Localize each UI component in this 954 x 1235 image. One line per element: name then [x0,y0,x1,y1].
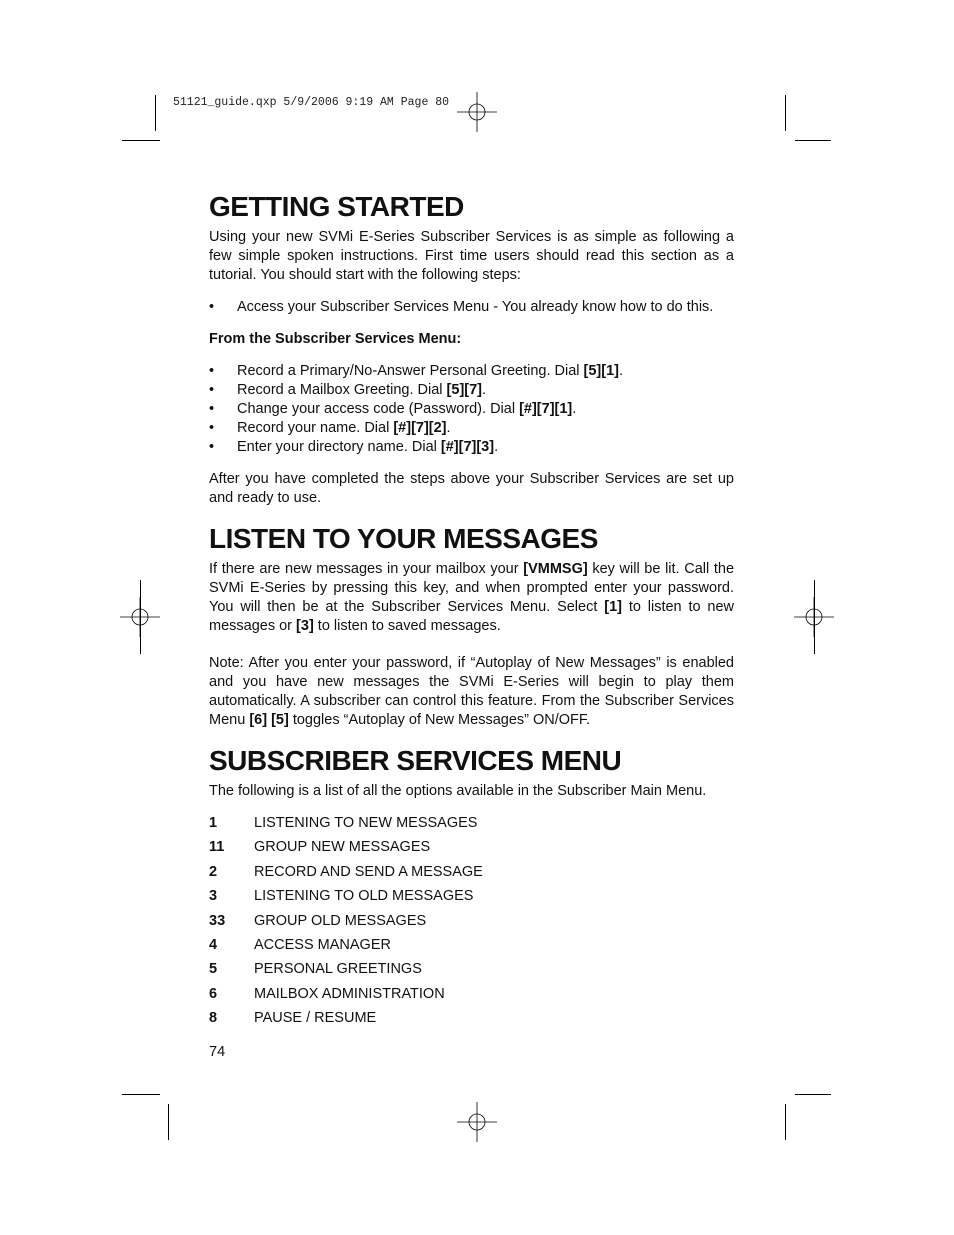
page-number: 74 [209,1044,226,1060]
dial-code: [#][7][1] [519,401,573,417]
crop-mark [785,1104,786,1140]
menu-number: 4 [209,936,218,953]
menu-label: ACCESS MANAGER [254,936,391,953]
list-item: • Record a Mailbox Greeting. Dial [5][7]. [209,382,487,398]
dial-code: [5][1] [583,363,619,379]
getting-started-bullets [209,298,734,317]
menu-intro: The following is a list of all the options available in the Subscriber Main Menu. [209,783,707,799]
list-item [209,887,734,911]
key-code: [3] [296,618,314,634]
key-code: [6] [5] [249,712,289,728]
list-item [209,912,734,936]
list-item [209,936,734,960]
crop-mark [168,1104,169,1140]
menu-label: LISTENING TO NEW MESSAGES [254,815,478,831]
section-title-listen: LISTEN TO YOUR MESSAGES [209,523,598,554]
menu-number: 6 [209,985,218,1002]
list-item [209,814,734,838]
menu-label: RECORD AND SEND A MESSAGE [254,863,483,880]
menu-number: 8 [209,1010,218,1027]
bullet-icon: • [209,439,215,455]
section-title-getting-started: GETTING STARTED [209,191,464,222]
key-code: [VMMSG] [523,561,588,577]
print-slug: 51121_guide.qxp 5/9/2006 9:19 AM Page 80 [173,96,450,109]
key-code: [1] [604,599,622,615]
bullet-icon: • [209,382,215,398]
menu-number: 3 [209,888,218,905]
crop-mark [155,95,156,131]
bullet-icon: • [209,420,215,436]
bullet-icon: • [209,401,215,417]
crop-mark [795,140,831,141]
crop-mark [122,1094,160,1095]
menu-label: MAILBOX ADMINISTRATION [254,985,445,1002]
dial-code: [#][7][2] [393,420,447,436]
registration-mark-icon [457,92,497,132]
list-item [209,1009,734,1033]
getting-started-after: After you have completed the steps above your Subscriber Services are set up and ready to use. [209,471,734,506]
dial-code: [5][7] [446,382,482,398]
section-title-menu: SUBSCRIBER SERVICES MENU [209,745,622,776]
menu-label: GROUP OLD MESSAGES [254,912,427,929]
menu-label: PAUSE / RESUME [254,1010,377,1027]
menu-label: LISTENING TO OLD MESSAGES [254,888,474,905]
crop-mark [785,95,786,131]
menu-label: PERSONAL GREETINGS [254,961,422,978]
menu-number: 1 [209,815,218,831]
subsection-heading: From the Subscriber Services Menu: [209,331,462,347]
bullet-icon: • [209,363,215,379]
dial-code: [#][7][3] [440,439,495,455]
menu-label: GROUP NEW MESSAGES [254,839,431,856]
setup-steps-list [209,362,734,457]
list-item [209,838,734,862]
crop-mark [122,140,160,141]
menu-number: 33 [209,912,226,929]
menu-options-list [209,814,734,1034]
menu-number: 5 [209,961,218,978]
listen-paragraph-note: Note: After you enter your password, if “Autoplay of New Messages” is enabled and you have new messages the SVMi E-Series will begin to play them automatically. A subscriber can control this feature. From the Subscriber Services Menu [6] [5] toggles “Autoplay of New Messages” ON/OFF. [209,655,734,728]
crop-mark [814,580,815,654]
list-item: • Change your access code (Password). Dial [#][7][1]. [209,401,577,417]
list-item [209,863,734,887]
menu-number: 11 [209,839,225,856]
bullet-icon: • [209,299,215,315]
list-item [209,985,734,1009]
registration-mark-icon [457,1102,497,1142]
list-item: • Record your name. Dial [#][7][2]. [209,420,451,436]
crop-mark [795,1094,831,1095]
list-item: • Access your Subscriber Services Menu - You already know how to do this. [209,299,714,315]
page-content [209,190,734,1034]
list-item: • Record a Primary/No-Answer Personal Greeting. Dial [5][1]. [209,363,623,379]
list-item [209,960,734,984]
getting-started-intro: Using your new SVMi E-Series Subscriber Services is as simple as following a few simple spoken instructions. First time users should read this section as a tutorial. You should start with the following steps: [209,229,734,283]
menu-number: 2 [209,863,218,880]
list-item: • Enter your directory name. Dial [#][7][3]. [209,439,499,455]
crop-mark [140,580,141,654]
listen-paragraph-1: If there are new messages in your mailbox your [VMMSG] key will be lit. Call the SVMi E-Series by pressing this key, and when prompted enter your password. You will then be at the Subscriber Services Menu. Select [1] to listen to new messages or [3] to listen to saved messages. [209,561,735,634]
